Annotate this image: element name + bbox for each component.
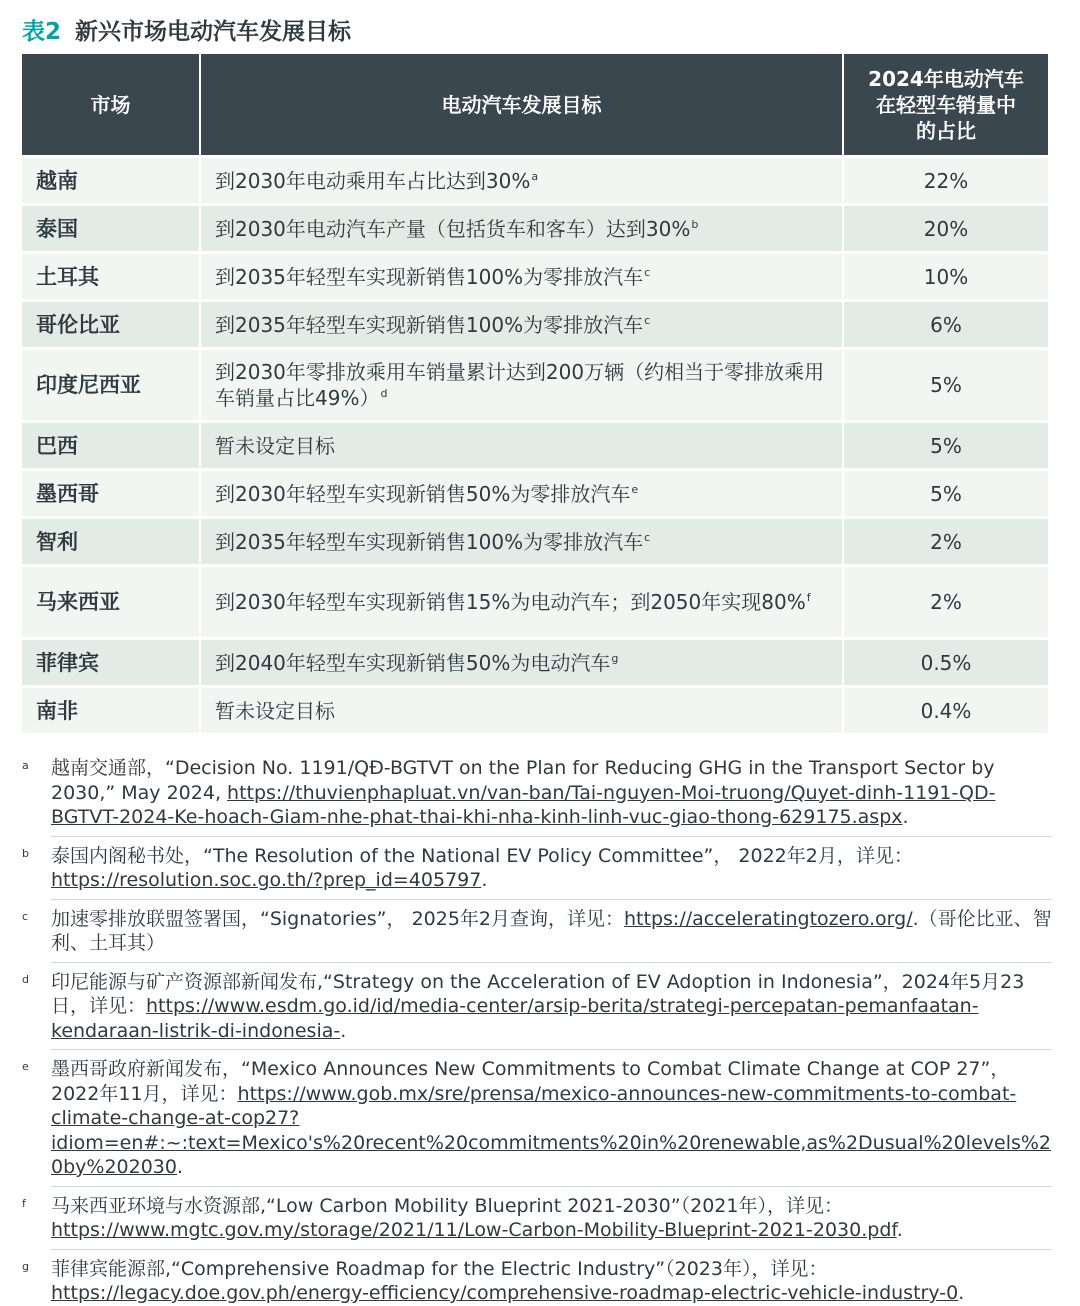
footnote-item	[22, 1057, 1052, 1180]
footnote-divider	[51, 1049, 1052, 1050]
footnote-body	[51, 1257, 1052, 1306]
target-text: 到2040年轻型车实现新销售50%为电动汽车	[215, 650, 611, 675]
target-cell	[200, 566, 843, 639]
header-share-line: 2024年电动汽车	[868, 66, 1024, 91]
table-row	[22, 518, 1048, 566]
footnote-link[interactable]: https://thuvienphapluat.vn/van-ban/Tai-nguyen-Moi-truong/Quyet-dinh-1191-QD-BGTVT-2024-Ke-hoach-Giam-nhe-phat-thai-khi-nha-kinh-linh-vuc-giao-thong-629175.aspx	[51, 781, 996, 828]
market-cell: 南非	[22, 687, 200, 734]
footnote-body	[51, 844, 1052, 893]
footnotes	[22, 756, 1052, 1306]
footnote-divider	[51, 836, 1052, 837]
target-text: 暂未设定目标	[215, 433, 335, 458]
footnote-tail: .	[481, 869, 488, 891]
share-cell: 0.5%	[843, 639, 1048, 687]
footnote-body	[51, 970, 1052, 1044]
footnote-key: g	[22, 1259, 29, 1273]
footnote-tail: .	[896, 1219, 903, 1241]
footnote-link[interactable]: https://resolution.soc.go.th/?prep_id=405797	[51, 869, 482, 891]
footnote-key: a	[22, 759, 29, 772]
table-row	[22, 157, 1048, 205]
target-text: 到2035年轻型车实现新销售100%为零排放汽车	[215, 529, 644, 554]
share-cell: 0.4%	[843, 687, 1048, 734]
table-row	[22, 687, 1048, 734]
target-text: 到2030年零排放乘用车销量累计达到200万辆（约相当于零排放乘用车销量占比49%）	[215, 360, 825, 410]
target-text: 到2035年轻型车实现新销售100%为零排放汽车	[215, 264, 644, 289]
table-row	[22, 301, 1048, 349]
header-market: 市场	[22, 54, 200, 157]
footnote-mark: c	[644, 313, 651, 327]
footnote-key: d	[22, 972, 29, 986]
market-cell: 菲律宾	[22, 639, 200, 687]
market-cell: 越南	[22, 157, 200, 205]
market-cell: 马来西亚	[22, 566, 200, 639]
footnote-tail: .	[340, 1019, 347, 1042]
footnote-mark: f	[806, 591, 811, 605]
footnote-link[interactable]: https://www.mgtc.gov.my/storage/2021/11/Low-Carbon-Mobility-Blueprint-2021-2030.pdf	[51, 1219, 897, 1241]
table-row	[22, 253, 1048, 301]
footnote-tail: .	[958, 1282, 965, 1304]
footnote-text: 加速零排放联盟签署国，“Signatories”， 2025年2月查询，详见：	[51, 907, 625, 930]
target-text: 到2035年轻型车实现新销售100%为零排放汽车	[215, 312, 644, 337]
header-share-line: 在轻型车销量中	[876, 92, 1016, 117]
footnote-item	[22, 756, 1052, 830]
footnote-key: c	[22, 909, 29, 923]
footnote-tail: .	[176, 1156, 184, 1178]
table-row	[22, 566, 1048, 639]
footnote-text: 菲律宾能源部,“Comprehensive Roadmap for the Electric Industry”（2023年），详见：	[51, 1257, 828, 1280]
footnote-key: f	[22, 1196, 26, 1210]
share-cell: 22%	[843, 157, 1048, 205]
footnote-tail: .（哥伦比亚、智利、土耳其）	[51, 907, 1052, 954]
target-text: 到2030年电动汽车产量（包括货车和客车）达到30%	[215, 216, 691, 241]
share-cell: 6%	[843, 301, 1048, 349]
header-share	[843, 54, 1048, 157]
footnote-mark: a	[531, 169, 539, 183]
market-cell: 土耳其	[22, 253, 200, 301]
market-cell: 泰国	[22, 205, 200, 253]
footnote-body	[51, 907, 1052, 956]
table-row	[22, 349, 1048, 422]
footnote-item	[22, 907, 1052, 956]
share-cell: 2%	[843, 518, 1048, 566]
footnote-mark: d	[380, 387, 388, 401]
footnote-body	[51, 756, 1052, 830]
footnote-text: 越南交通部，“Decision No. 1191/QĐ-BGTVT on the Plan for Reducing GHG in the Transport Sector by 2030,” May 2024,	[51, 757, 995, 804]
footnote-mark: g	[611, 651, 619, 665]
target-cell	[200, 470, 843, 518]
target-cell	[200, 253, 843, 301]
target-text: 暂未设定目标	[215, 698, 335, 723]
share-cell: 10%	[843, 253, 1048, 301]
footnote-key: e	[22, 1060, 29, 1073]
footnote-mark: c	[644, 530, 651, 544]
footnote-text: 墨西哥政府新闻发布，“Mexico Announces New Commitments to Combat Climate Change at COP 27”，2022年11月，详见：	[51, 1058, 1010, 1105]
footnote-item	[22, 844, 1052, 893]
target-cell	[200, 349, 843, 422]
footnote-link[interactable]: https://www.esdm.go.id/id/media-center/arsip-berita/strategi-percepatan-pemanfaatan-kendaraan-listrik-di-indonesia-	[51, 995, 979, 1042]
target-cell	[200, 205, 843, 253]
target-cell	[200, 301, 843, 349]
share-cell: 5%	[843, 422, 1048, 470]
footnote-item	[22, 1194, 1052, 1243]
target-cell	[200, 157, 843, 205]
market-cell: 墨西哥	[22, 470, 200, 518]
footnote-item	[22, 970, 1052, 1044]
market-cell: 哥伦比亚	[22, 301, 200, 349]
table-row	[22, 205, 1048, 253]
footnote-text: 马来西亚环境与水资源部,“Low Carbon Mobility Blueprint 2021-2030”（2021年），详见：	[51, 1194, 843, 1217]
market-cell: 智利	[22, 518, 200, 566]
market-cell: 巴西	[22, 422, 200, 470]
table-title	[22, 12, 351, 46]
table-number: 表2	[22, 18, 62, 45]
footnote-body	[51, 1194, 1052, 1243]
share-cell: 5%	[843, 349, 1048, 422]
header-target: 电动汽车发展目标	[200, 54, 843, 157]
table-body	[22, 157, 1048, 734]
footnote-mark: e	[631, 482, 639, 496]
footnote-link[interactable]: https://acceleratingtozero.org/	[624, 907, 913, 930]
target-text: 到2030年轻型车实现新销售50%为零排放汽车	[215, 481, 631, 506]
footnote-divider	[51, 899, 1052, 900]
footnote-item	[22, 1257, 1052, 1306]
footnote-key: b	[22, 846, 29, 860]
table-row	[22, 422, 1048, 470]
target-text: 到2030年轻型车实现新销售15%为电动汽车；到2050年实现80%	[215, 590, 806, 614]
footnote-text: 泰国内阁秘书处，“The Resolution of the National EV Policy Committee”， 2022年2月，详见：	[51, 844, 913, 867]
table-row	[22, 639, 1048, 687]
table-title-text: 新兴市场电动汽车发展目标	[75, 18, 352, 45]
market-cell: 印度尼西亚	[22, 349, 200, 422]
header-share-line: 的占比	[916, 118, 976, 143]
target-cell	[200, 639, 843, 687]
share-cell: 2%	[843, 566, 1048, 639]
table-header-row	[22, 54, 1048, 157]
footnote-mark: b	[691, 217, 699, 231]
share-cell: 5%	[843, 470, 1048, 518]
table-row	[22, 470, 1048, 518]
footnote-tail: .	[902, 806, 909, 828]
ev-targets-table	[22, 54, 1048, 733]
footnote-divider	[51, 1249, 1052, 1250]
target-cell	[200, 687, 843, 734]
footnote-text: 印尼能源与矿产资源部新闻发布,“Strategy on the Acceleration of EV Adoption in Indonesia”，2024年5月23日，详见：	[51, 970, 1025, 1017]
footnote-link[interactable]: https://www.gob.mx/sre/prensa/mexico-announces-new-commitments-to-combat-climate-change-at-cop27?idiom=en#:~:text=Mexico's%20recent%20commitments%20in%20renewable,as%2Dusual%20levels%20by%202030	[51, 1082, 1052, 1178]
footnote-body	[51, 1057, 1052, 1180]
footnote-divider	[51, 962, 1052, 963]
target-cell	[200, 422, 843, 470]
share-cell: 20%	[843, 205, 1048, 253]
target-text: 到2030年电动乘用车占比达到30%	[215, 168, 531, 193]
footnote-divider	[51, 1186, 1052, 1187]
target-cell	[200, 518, 843, 566]
footnote-link[interactable]: https://legacy.doe.gov.ph/energy-efficiency/comprehensive-roadmap-electric-vehicle-industry-0	[51, 1282, 959, 1304]
footnote-mark: c	[644, 265, 651, 279]
